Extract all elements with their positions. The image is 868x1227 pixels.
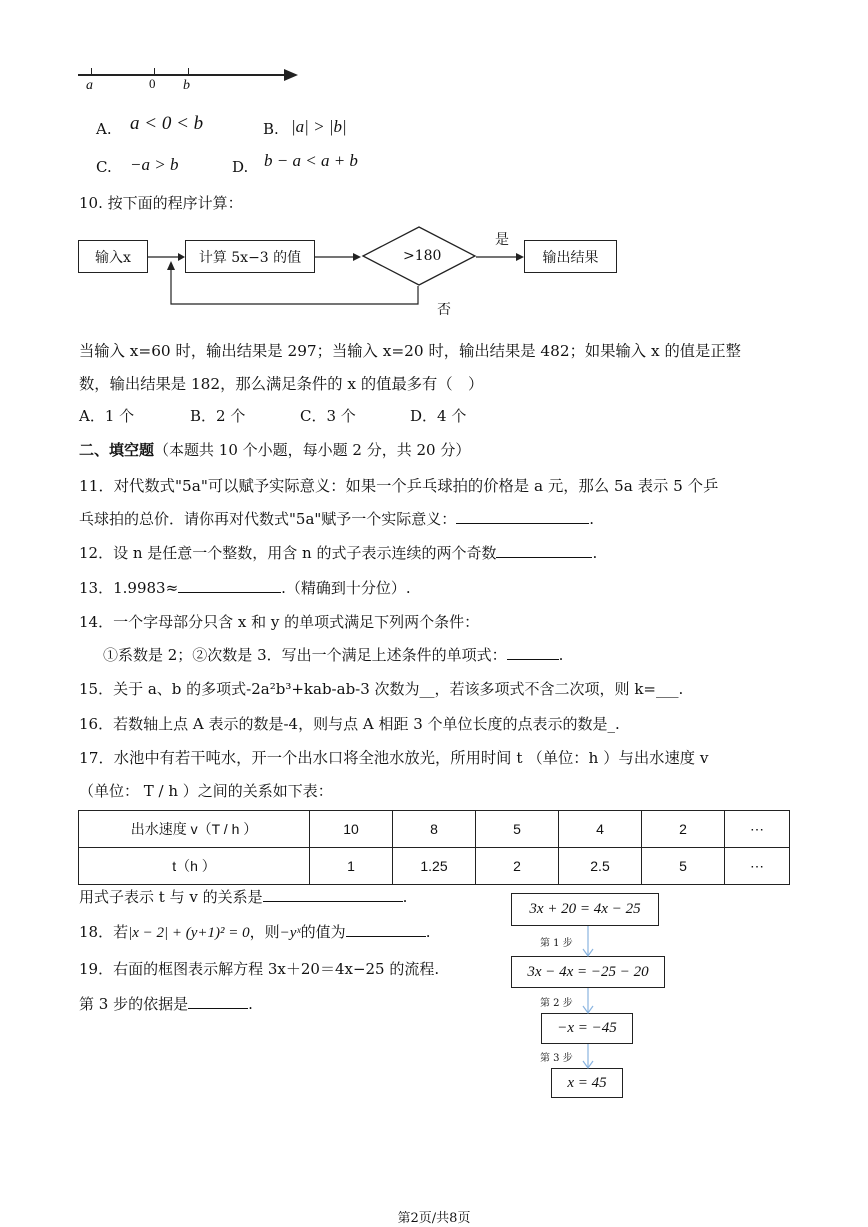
table-cell: 1.25 (393, 848, 476, 885)
q13-answer-blank[interactable] (178, 578, 281, 593)
q18-pre: 18．若 (79, 923, 129, 941)
q13-row (79, 577, 411, 598)
section-heading (79, 439, 470, 460)
q17-answer-blank[interactable] (263, 887, 403, 902)
table-cell: 2.5 (559, 848, 642, 885)
q13-post: .（精确到十分位）. (281, 579, 411, 597)
table-cell: 1 (310, 848, 393, 885)
q16-text: 16．若数轴上点 A 表示的数是-4，则与点 A 相距 3 个单位长度的点表示的数是_. (79, 715, 620, 733)
q10-choice-b: B．2 个 (190, 407, 246, 425)
flow-input-label: 输入x (95, 249, 131, 266)
option-a-expr: a < 0 < b (130, 113, 204, 134)
q18-answer-blank[interactable] (346, 922, 426, 937)
option-a-label: A. (96, 120, 112, 138)
q19-answer-blank[interactable] (188, 994, 248, 1009)
q10-choice-a: A．1 个 (79, 407, 135, 425)
q14-line2-row: ①系数是 2；②次数是 3．写出一个满足上述条件的单项式： . (103, 646, 564, 664)
option-b-label: B. (263, 120, 279, 138)
q17-line2: （单位： T / h ）之间的关系如下表： (79, 782, 333, 800)
section-note: （本题共 10 个小题，每小题 2 分，共 20 分） (154, 441, 471, 459)
table-row (79, 848, 790, 885)
q10-stem: 10. 按下面的程序计算： (79, 194, 243, 212)
q18-row: 18．若|x − 2| + (y+1)² = 0，则−yˣ的值为 . (79, 923, 431, 941)
option-d-expr: b − a < a + b (264, 151, 358, 170)
flow-cond-label: >180 (403, 248, 442, 264)
q10-text-line1: 当输入 x=60 时，输出结果是 297；当输入 x=20 时，输出结果是 482；如果输入 x 的值是正整 (79, 342, 741, 360)
q17-table (78, 810, 790, 885)
step-label: 第 2 步 (540, 998, 573, 1009)
number-line-label-zero: 0 (149, 76, 156, 91)
table-cell: 5 (476, 811, 559, 848)
q17-after-row: 用式子表示 t 与 v 的关系是 . (79, 888, 408, 906)
number-line-label-b: b (183, 78, 190, 93)
flow-compute-label: 计算 5x−3 的值 (198, 249, 302, 266)
q14-line2: ①系数是 2；②次数是 3．写出一个满足上述条件的单项式： (103, 646, 507, 664)
table-cell: 2 (476, 848, 559, 885)
table-cell: 2 (642, 811, 725, 848)
table-cell: t（h ） (79, 848, 310, 885)
table-cell: 10 (310, 811, 393, 848)
equation-step-box (511, 893, 659, 926)
option-b-expr: |a| > |b| (291, 117, 347, 136)
q17-line1: 17．水池中有若干吨水，开一个出水口将全池水放光，所用时间 t （单位：h ）与出水速度 v (79, 749, 709, 767)
q11-answer-blank[interactable] (456, 509, 589, 524)
table-cell: ⋯ (725, 811, 790, 848)
q19-line1: 19．右面的框图表示解方程 3x＋20＝4x−25 的流程. (79, 960, 440, 978)
q18-post: 的值为 (300, 923, 346, 941)
option-c-label: C. (96, 158, 112, 176)
q19-line2-row: 第 3 步的依据是 . (79, 995, 253, 1013)
equation-text: 3x + 20 = 4x − 25 (529, 901, 641, 917)
q10-choice-c: C．3 个 (300, 407, 356, 425)
q12-text: 12．设 n 是任意一个整数，用含 n 的式子表示连续的两个奇数 (79, 544, 497, 562)
q10-choice-d: D．4 个 (410, 407, 467, 425)
arrow-head-icon (284, 69, 298, 81)
step-label: 第 1 步 (540, 938, 573, 949)
q14-answer-blank[interactable] (507, 645, 559, 660)
flow-output-box (524, 240, 617, 273)
option-d-label: D. (232, 158, 249, 176)
number-line-label-a: a (86, 78, 93, 93)
equation-text: 3x − 4x = −25 − 20 (527, 963, 649, 980)
flow-no-label: 否 (437, 302, 451, 318)
q12-row: 12．设 n 是任意一个整数，用含 n 的式子表示连续的两个奇数 . (79, 544, 598, 562)
table-cell: 4 (559, 811, 642, 848)
q12-answer-blank[interactable] (496, 543, 592, 558)
section-title: 二、填空题 (79, 441, 155, 459)
flow-input-box (78, 240, 148, 273)
flow-output-label: 输出结果 (542, 249, 599, 266)
page-footer: 第2页/共8页 (397, 1211, 471, 1226)
table-row (79, 811, 790, 848)
equation-step-box (551, 1068, 623, 1098)
step-label: 第 3 步 (540, 1053, 573, 1064)
q17-after: 用式子表示 t 与 v 的关系是 (79, 888, 263, 906)
table-cell: 5 (642, 848, 725, 885)
q10-text-line2: 数，输出结果是 182，那么满足条件的 x 的值最多有（ ） (79, 375, 484, 393)
q14-line1: 14．一个字母部分只含 x 和 y 的单项式满足下列两个条件： (79, 613, 480, 631)
q15-text: 15．关于 a、b 的多项式-2a²b³+kab-ab-3 次数为__，若该多项式不含二次项，则 k=___. (79, 680, 684, 698)
flow-arrows (148, 248, 528, 310)
q13-pre: 13．1.9983≈ (79, 579, 179, 597)
table-cell: 出水速度 v（T / h ） (79, 811, 310, 848)
option-c-expr: −a > b (130, 155, 179, 174)
q11-line2-row: 乓球拍的总价．请你再对代数式"5a"赋予一个实际意义： . (79, 510, 595, 528)
q11-line1: 11．对代数式"5a"可以赋予实际意义：如果一个乒乓球拍的价格是 a 元，那么 5a 表示 5 个乒 (79, 477, 719, 495)
equation-text: x = 45 (567, 1074, 607, 1091)
q11-line2: 乓球拍的总价．请你再对代数式"5a"赋予一个实际意义： (79, 510, 457, 528)
table-cell: ⋯ (725, 848, 790, 885)
q18-expr: |x − 2| + (y+1)² = 0 (128, 925, 250, 941)
q19-line2: 第 3 步的依据是 (79, 995, 189, 1013)
q18-mid: ，则 (249, 923, 280, 941)
equation-text: −x = −45 (557, 1020, 617, 1036)
table-cell: 8 (393, 811, 476, 848)
flow-yes-label: 是 (495, 232, 509, 248)
q18-expr2: −yˣ (279, 925, 301, 941)
flow-step-arrows (578, 926, 598, 1070)
